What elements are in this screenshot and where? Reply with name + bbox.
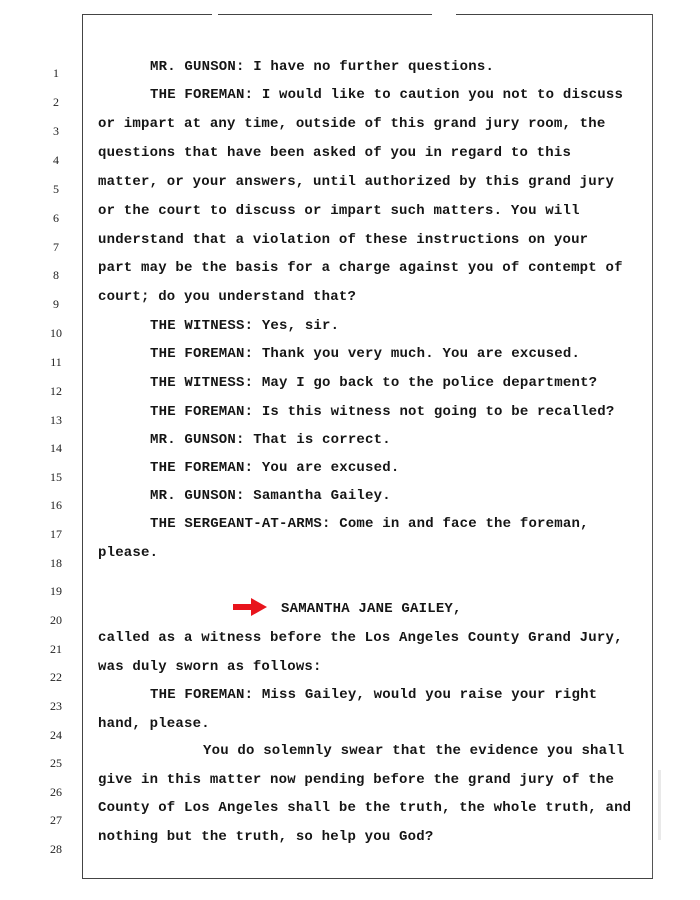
transcript-line: You do solemnly swear that the evidence you shall bbox=[203, 743, 625, 759]
red-arrow-icon bbox=[233, 598, 267, 616]
line-number: 22 bbox=[50, 670, 62, 684]
line-number: 5 bbox=[53, 182, 59, 196]
line-number: 3 bbox=[53, 124, 59, 138]
line-number: 18 bbox=[50, 556, 62, 570]
transcript-line: THE FOREMAN: I would like to caution you not to discuss bbox=[150, 87, 624, 103]
line-number: 26 bbox=[50, 785, 62, 799]
page-border-bottom bbox=[82, 878, 653, 879]
transcript-line: MR. GUNSON: Samantha Gailey. bbox=[150, 488, 391, 504]
transcript-line: court; do you understand that? bbox=[98, 289, 357, 305]
line-number: 15 bbox=[50, 470, 62, 484]
line-number: 20 bbox=[50, 613, 62, 627]
line-number: 16 bbox=[50, 498, 62, 512]
scan-artifact bbox=[658, 770, 661, 840]
transcript-line: THE WITNESS: Yes, sir. bbox=[150, 318, 340, 334]
witness-name-heading: SAMANTHA JANE GAILEY, bbox=[281, 601, 462, 617]
transcript-line: MR. GUNSON: I have no further questions. bbox=[150, 59, 495, 75]
line-number: 23 bbox=[50, 699, 62, 713]
line-number: 21 bbox=[50, 642, 62, 656]
transcript-line: or impart at any time, outside of this grand jury room, the bbox=[98, 116, 606, 132]
page-border-left bbox=[82, 14, 83, 879]
line-number: 9 bbox=[53, 297, 59, 311]
line-number: 25 bbox=[50, 756, 62, 770]
line-number: 27 bbox=[50, 813, 62, 827]
page-border-right bbox=[652, 14, 653, 879]
transcript-line: nothing but the truth, so help you God? bbox=[98, 829, 434, 845]
transcript-line: give in this matter now pending before the grand jury of the bbox=[98, 772, 615, 788]
transcript-line: called as a witness before the Los Angeles County Grand Jury, bbox=[98, 630, 623, 646]
line-number: 7 bbox=[53, 240, 59, 254]
transcript-line: THE SERGEANT-AT-ARMS: Come in and face the foreman, bbox=[150, 516, 589, 532]
transcript-line: please. bbox=[98, 545, 159, 561]
page-border-top bbox=[82, 14, 212, 15]
transcript-line: THE FOREMAN: Thank you very much. You are excused. bbox=[150, 346, 581, 362]
line-number: 24 bbox=[50, 728, 62, 742]
line-number: 2 bbox=[53, 95, 59, 109]
transcript-line: or the court to discuss or impart such matters. You will bbox=[98, 203, 580, 219]
transcript-line: THE FOREMAN: You are excused. bbox=[150, 460, 400, 476]
line-number: 28 bbox=[50, 842, 62, 856]
transcript-line: hand, please. bbox=[98, 716, 210, 732]
line-number: 1 bbox=[53, 66, 59, 80]
line-number: 4 bbox=[53, 153, 59, 167]
line-number: 19 bbox=[50, 584, 62, 598]
transcript-line: MR. GUNSON: That is correct. bbox=[150, 432, 391, 448]
transcript-line: questions that have been asked of you in regard to this bbox=[98, 145, 572, 161]
line-number: 17 bbox=[50, 527, 62, 541]
line-number: 6 bbox=[53, 211, 59, 225]
transcript-line: THE FOREMAN: Is this witness not going to be recalled? bbox=[150, 404, 615, 420]
page-border-top bbox=[456, 14, 653, 15]
transcript-line: was duly sworn as follows: bbox=[98, 659, 322, 675]
transcript-line: THE WITNESS: May I go back to the police department? bbox=[150, 375, 598, 391]
transcript-line: part may be the basis for a charge against you of contempt of bbox=[98, 260, 623, 276]
line-number: 11 bbox=[50, 355, 62, 369]
transcript-line: understand that a violation of these instructions on your bbox=[98, 232, 589, 248]
line-number: 14 bbox=[50, 441, 62, 455]
transcript-line: County of Los Angeles shall be the truth, the whole truth, and bbox=[98, 800, 632, 816]
line-number: 8 bbox=[53, 268, 59, 282]
line-number: 12 bbox=[50, 384, 62, 398]
line-number: 13 bbox=[50, 413, 62, 427]
line-number: 10 bbox=[50, 326, 62, 340]
transcript-line: matter, or your answers, until authorized by this grand jury bbox=[98, 174, 615, 190]
page-border-top bbox=[218, 14, 432, 15]
transcript-line: THE FOREMAN: Miss Gailey, would you raise your right bbox=[150, 687, 598, 703]
